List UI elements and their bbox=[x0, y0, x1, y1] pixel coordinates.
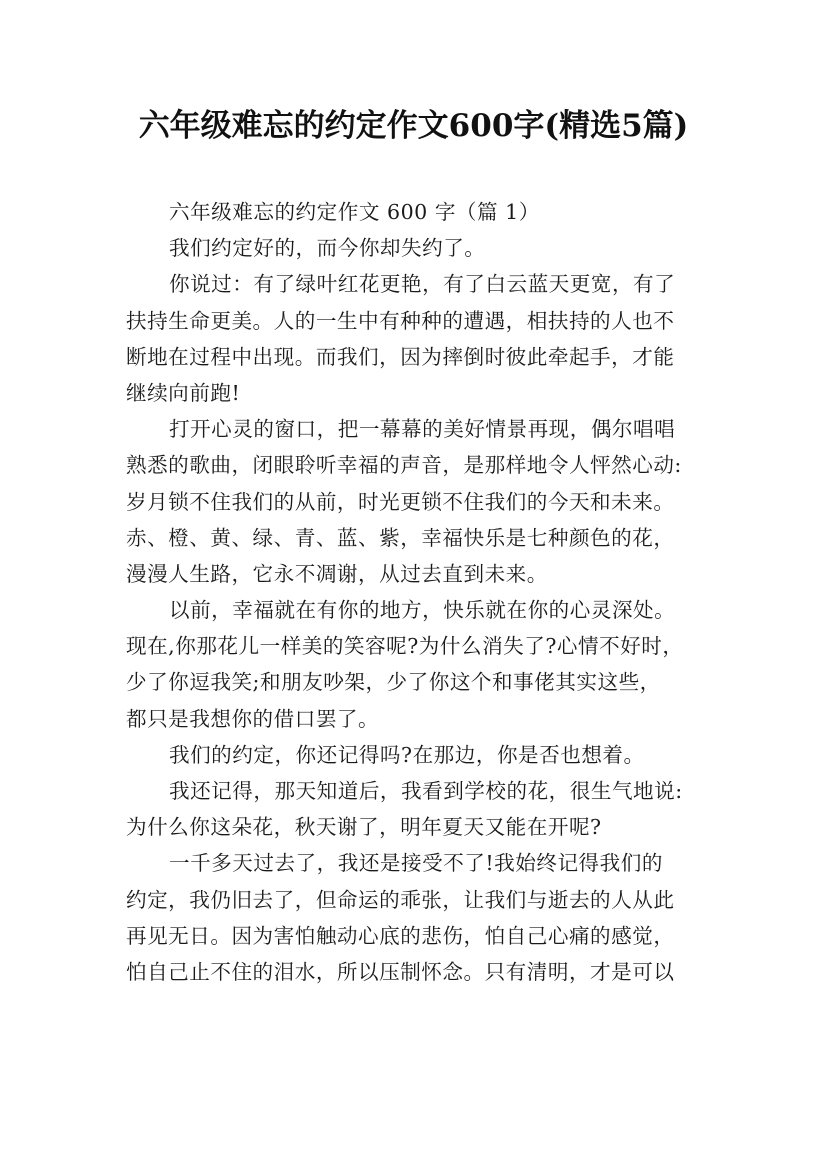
paragraph-line: 打开心灵的窗口，把一幕幕的美好情景再现，偶尔唱唱 bbox=[169, 417, 676, 442]
paragraph-line: 我们约定好的，而今你却失约了。 bbox=[169, 236, 486, 261]
document-body bbox=[126, 194, 716, 990]
paragraph-line: 都只是我想你的借口罢了。 bbox=[126, 706, 380, 731]
paragraph-line: 一千多天过去了，我还是接受不了!我始终记得我们的 bbox=[169, 851, 663, 876]
paragraph-line: 再见无日。因为害怕触动心底的悲伤，怕自己心痛的感觉， bbox=[126, 923, 675, 948]
paragraph-line: 漫漫人生路，它永不凋谢，从过去直到未来。 bbox=[126, 561, 548, 586]
paragraph-line: 为什么你这朵花，秋天谢了，明年夏天又能在开呢? bbox=[126, 815, 602, 840]
paragraph-line: 你说过：有了绿叶红花更艳，有了白云蓝天更宽，有了 bbox=[169, 272, 676, 297]
paragraph-line: 熟悉的歌曲，闭眼聆听幸福的声音，是那样地令人怦然心动: bbox=[126, 453, 682, 478]
paragraph-line: 我还记得，那天知道后，我看到学校的花，很生气地说: bbox=[169, 779, 683, 803]
paragraph-line: 现在,你那花儿一样美的笑容呢?为什么消失了?心情不好时， bbox=[126, 634, 684, 659]
paragraph-line: 断地在过程中出现。而我们，因为摔倒时彼此牵起手，才能 bbox=[126, 344, 675, 369]
paragraph-line: 约定，我仍旧去了，但命运的乖张，让我们与逝去的人从此 bbox=[126, 887, 675, 912]
paragraph-line: 怕自己止不住的泪水，所以压制怀念。只有清明，才是可以 bbox=[126, 959, 675, 984]
paragraph-line: 我们的约定，你还记得吗?在那边，你是否也想着。 bbox=[169, 742, 645, 767]
paragraph-line: 少了你逗我笑;和朋友吵架，少了你这个和事佬其实这些， bbox=[126, 670, 661, 695]
paragraph-line: 岁月锁不住我们的从前，时光更锁不住我们的今天和未来。 bbox=[126, 489, 675, 514]
paragraph-line: 扶持生命更美。人的一生中有种种的遭遇，相扶持的人也不 bbox=[126, 308, 675, 333]
paragraph-line: 以前，幸福就在有你的地方，快乐就在你的心灵深处。 bbox=[169, 598, 676, 623]
paragraph-line: 继续向前跑! bbox=[126, 380, 241, 405]
paragraph-line: 赤、橙、黄、绿、青、蓝、紫，幸福快乐是七种颜色的花， bbox=[126, 525, 675, 550]
paragraph-line: 六年级难忘的约定作文 600 字（篇 1） bbox=[169, 200, 540, 224]
document-title: 六年级难忘的约定作文600字(精选5篇) bbox=[138, 108, 689, 144]
